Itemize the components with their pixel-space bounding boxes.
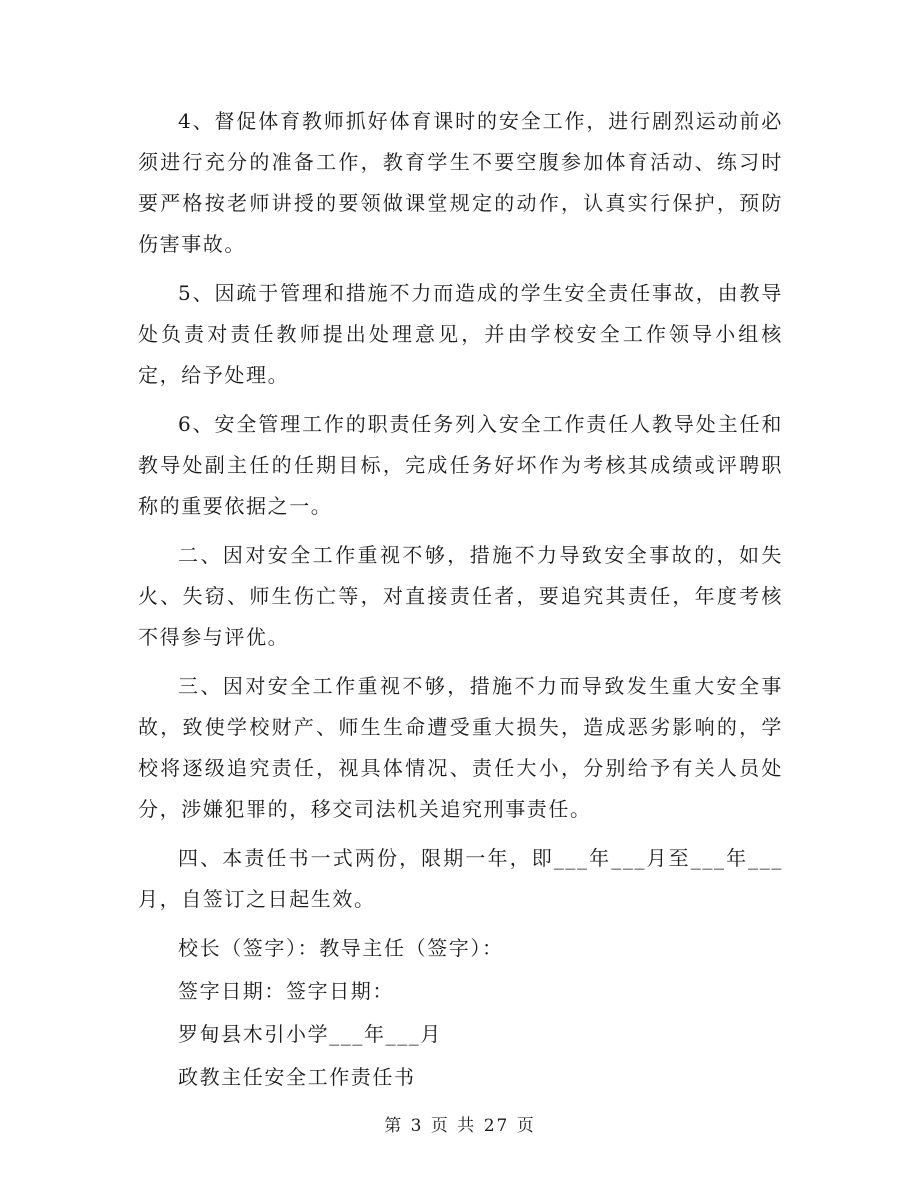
paragraph-item-4: 4、督促体育教师抓好体育课时的安全工作，进行剧烈运动前必须进行充分的准备工作，教育学生不要空腹参加体育活动、练习时要严格按老师讲授的要领做课堂规定的动作，认真实行保护，预防伤害事故。 [138, 109, 783, 256]
paragraph-item-5: 5、因疏于管理和措施不力而造成的学生安全责任事故，由教导处负责对责任教师提出处理意见，并由学校安全工作领导小组核定，给予处理。 [138, 281, 783, 387]
paragraph-section-3: 三、因对安全工作重视不够，措施不力而导致发生重大安全事故，致使学校财产、师生生命遭受重大损失，造成恶劣影响的，学校将逐级追究责任，视具体情况、责任大小，分别给予有关人员处分，涉嫌犯罪的，移交司法机关追究刑事责任。 [138, 674, 783, 821]
document-body [138, 101, 783, 1100]
paragraph-section-2: 二、因对安全工作重视不够，措施不力导致安全事故的，如失火、失窃、师生伤亡等，对直接责任者，要追究其责任，年度考核不得参与评优。 [138, 543, 783, 649]
school-date-line: 罗甸县木引小学___年___月 [178, 1022, 442, 1046]
page-number-footer: 第 3 页 共 27 页 [384, 1116, 536, 1136]
signature-line: 校长（签字）：教导主任（签字）： [178, 936, 504, 960]
paragraph-section-4: 四、本责任书一式两份，限期一年，即___年___月至___年___月，自签订之日起生效。 [138, 846, 783, 911]
next-document-title: 政教主任安全工作责任书 [178, 1065, 416, 1089]
paragraph-item-6: 6、安全管理工作的职责任务列入安全工作责任人教导处主任和教导处副主任的任期目标，完成任务好坏作为考核其成绩或评聘职称的重要依据之一。 [138, 412, 783, 518]
date-line: 签字日期：签字日期： [178, 979, 394, 1003]
